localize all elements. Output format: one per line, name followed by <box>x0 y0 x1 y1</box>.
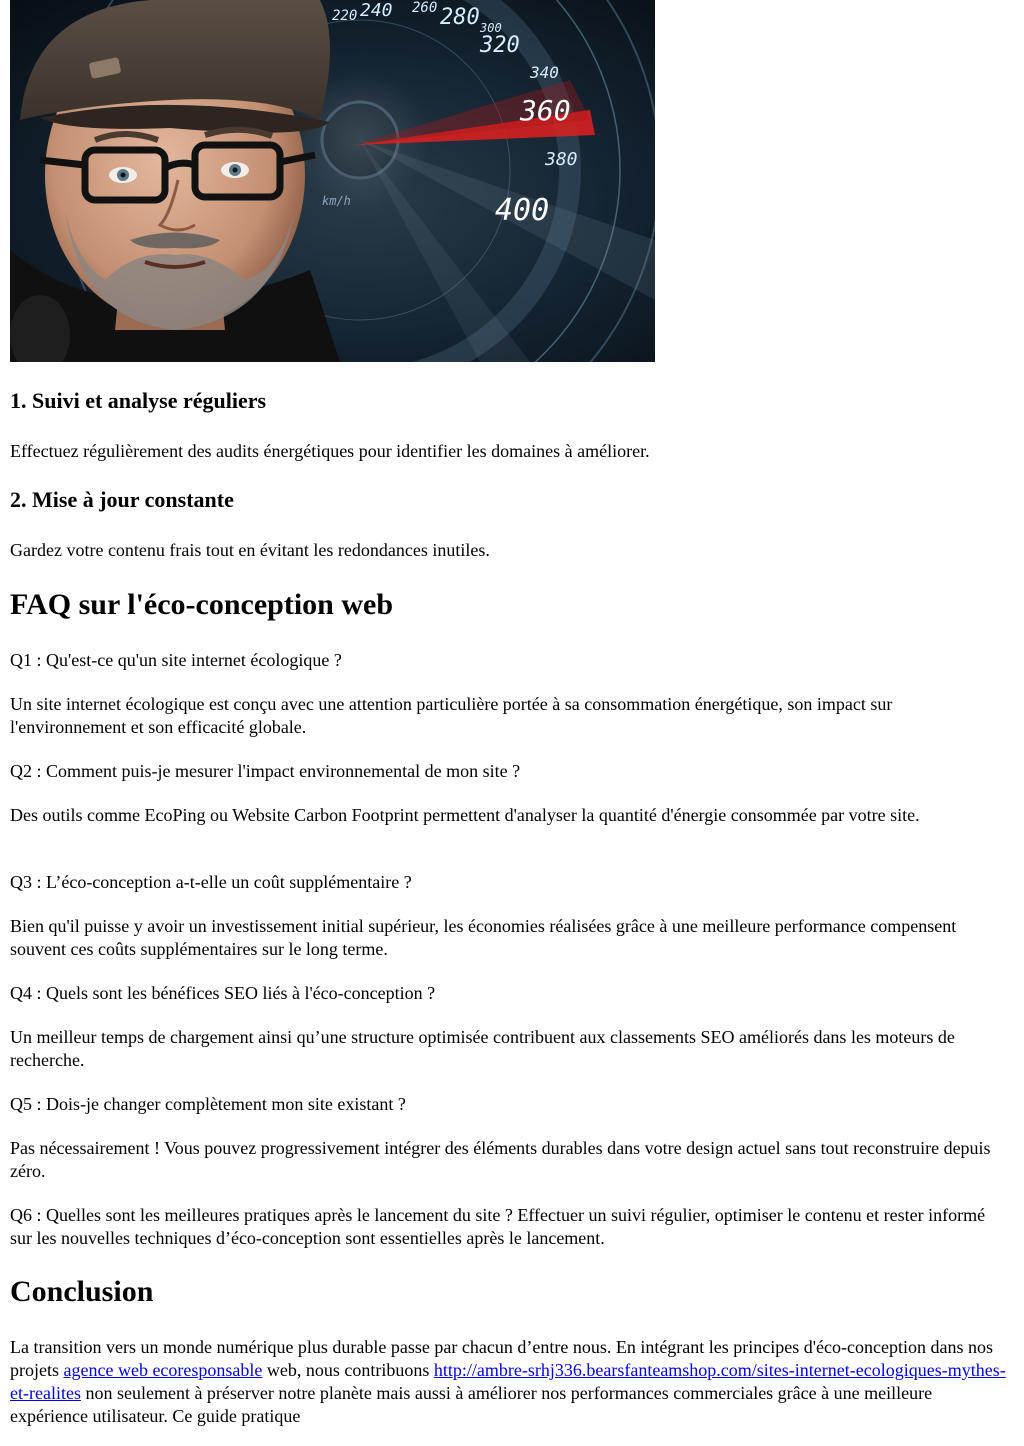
section-heading: 2. Mise à jour constante <box>10 487 234 512</box>
speed-label: 240 <box>360 0 393 21</box>
conclusion-text-part: web, nous contribuons <box>262 1360 434 1380</box>
speed-label: 380 <box>545 149 578 170</box>
faq-question: Q6 : Quelles sont les meilleures pratiques après le lancement du site ? Effectuer un suivi régulier, optimiser le contenu et rester informé sur les nouvelles techniques d’éco-conception sont essentielles après le lancement. <box>10 1205 986 1248</box>
speed-label: 360 <box>520 94 571 127</box>
unit-label: km/h <box>322 194 351 208</box>
conclusion-text-part: non seulement à préserver notre planète mais aussi à améliorer nos performances commerciales grâce à une meilleure expérience utilisateur. Ce guide pratique <box>10 1383 933 1426</box>
agence-web-link[interactable]: agence web ecoresponsable <box>63 1360 263 1380</box>
hero-image <box>10 0 655 362</box>
faq-question: Q2 : Comment puis-je mesurer l'impact environnemental de mon site ? <box>10 761 521 781</box>
speed-label: 260 <box>412 0 438 16</box>
conclusion-text <box>10 1336 1010 1428</box>
faq-answer: Un meilleur temps de chargement ainsi qu’une structure optimisée contribuent aux classements SEO améliorés dans les moteurs de recherche. <box>10 1027 955 1070</box>
speed-label: 220 <box>332 8 358 24</box>
conclusion-text-part: La transition vers un monde numérique plus durable passe par chacun d’entre nous. En intégrant les principes d'éco-conception dans nos projets <box>10 1337 993 1380</box>
section-heading: 1. Suivi et analyse réguliers <box>10 388 267 413</box>
faq-question: Q5 : Dois-je changer complètement mon site existant ? <box>10 1094 406 1114</box>
article <box>10 0 1010 1426</box>
person-portrait <box>10 0 340 362</box>
faq-question: Q4 : Quels sont les bénéfices SEO liés à l'éco-conception ? <box>10 983 436 1003</box>
speed-label: 280 <box>440 5 480 30</box>
faq-answer: Pas nécessairement ! Vous pouvez progressivement intégrer des éléments durables dans votre design actuel sans tout reconstruire depuis zéro. <box>10 1138 991 1181</box>
section-text: Gardez votre contenu frais tout en évitant les redondances inutiles. <box>10 540 490 560</box>
faq-question: Q3 : L’éco-conception a-t-elle un coût supplémentaire ? <box>10 872 412 892</box>
speed-label: 400 <box>495 193 550 228</box>
faq-heading: FAQ sur l'éco-conception web <box>10 588 394 621</box>
speed-label: 300 <box>480 21 502 35</box>
conclusion-heading: Conclusion <box>10 1275 154 1308</box>
faq-answer: Bien qu'il puisse y avoir un investissement initial supérieur, les économies réalisées grâce à une meilleure performance compensent souvent ces coûts supplémentaires sur le long terme. <box>10 916 957 959</box>
section-text: Effectuez régulièrement des audits énergétiques pour identifier les domaines à améliorer. <box>10 441 650 461</box>
external-article-link[interactable]: http://ambre-srhj336.bearsfanteamshop.com/sites-internet-ecologiques-mythes-et-realites <box>10 1360 1006 1403</box>
faq-answer: Des outils comme EcoPing ou Website Carbon Footprint permettent d'analyser la quantité d'énergie consommée par votre site. <box>10 805 920 825</box>
speedometer-portrait-illustration <box>10 0 655 362</box>
faq-question: Q1 : Qu'est-ce qu'un site internet écologique ? <box>10 650 342 670</box>
speed-label: 340 <box>530 63 559 82</box>
speed-label: 320 <box>480 33 520 58</box>
faq-answer: Un site internet écologique est conçu avec une attention particulière portée à sa consommation énergétique, son impact sur l'environnement et son efficacité globale. <box>10 694 893 737</box>
